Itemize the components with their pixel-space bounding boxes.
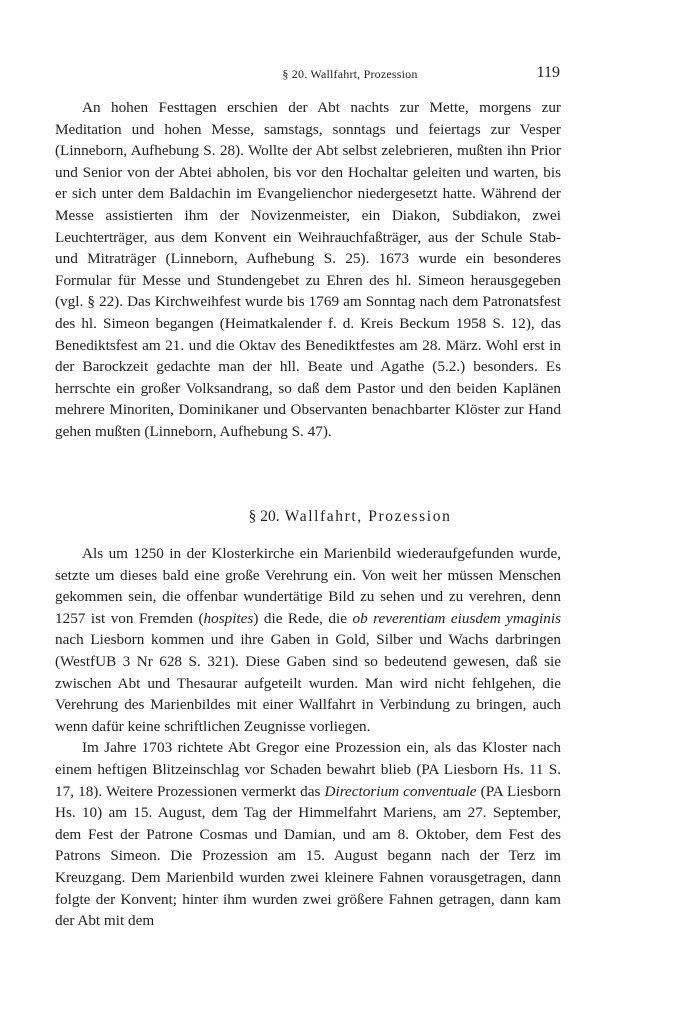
paragraph-marienbild-italic-latin: ob reverentiam eiusdem ymaginis	[352, 609, 561, 627]
section-heading	[0, 508, 700, 526]
section-heading-title: Wallfahrt, Prozession	[284, 508, 452, 525]
paragraph-marienbild-italic-hospites: hospites	[203, 609, 254, 627]
running-title: § 20. Wallfahrt, Prozession	[282, 67, 418, 81]
page-number: 119	[536, 64, 560, 81]
paragraph-marienbild	[55, 543, 561, 737]
paragraph-marienbild-text-2: ) die Rede, die	[253, 609, 353, 627]
paragraph-prozession-italic-directorium: Directorium conventuale	[324, 782, 477, 800]
paragraph-prozession	[55, 737, 561, 931]
text-block-top	[55, 97, 561, 443]
paragraph-festtage: An hohen Festtagen erschien der Abt nachts zur Mette, morgens zur Meditation und hohen Messe, samstags, sonntags und feiertags zur Vesper (Linneborn, Aufhebung S. 28). Wollte der Abt selbst zelebrieren, mußten ihn Prior und Senior von der Abtei abholen, bis vor den Hochaltar geleiten und warten, bis er sich unter dem Baldachin im Evangelienchor niedergesetzt hatte. Während der Messe assistierten ihm der Novizenmeister, ein Diakon, Subdiakon, zwei Leuchterträger, aus dem Konvent ein Weihrauchfaßträger, aus der Schule Stab- und Mitraträger (Linneborn, Aufhebung S. 25). 1673 wurde ein besonderes Formular für Messe und Stundengebet zu Ehren des hl. Simeon herausgegeben (vgl. § 22). Das Kirchweihfest wurde bis 1769 am Sonntag nach dem Patronatsfest des hl. Simeon begangen (Heimatkalender f. d. Kreis Beckum 1958 S. 12), das Benediktsfest am 21. und die Oktav des Benediktfestes am 28. März. Wohl erst in der Barockzeit gedachte man der hll. Beate und Agathe (5.2.) besonders. Es herrschte ein großer Volksandrang, so daß dem Pastor und den beiden Kaplänen mehrere Minoriten, Dominikaner und Observanten benachbarter Klöster zur Hand gehen mußten (Linneborn, Aufhebung S. 47).	[55, 99, 561, 440]
paragraph-marienbild-text-3: nach Liesborn kommen und ihre Gaben in Gold, Silber und Wachs darbringen (WestfUB 3 Nr 628 S. 321). Diese Gaben sind so bedeutend gewesen, daß sie zwischen Abt und Thesaurar aufgeteilt wurden. Man wird nicht fehlgehen, die Verehrung des Marienbildes mit einer Wallfahrt in Verbindung zu bringen, auch wenn dafür keine schriftlichen Zeugnisse vorliegen.	[55, 631, 561, 735]
paragraph-prozession-text-2: (PA Liesborn Hs. 10) am 15. August, dem Tag der Himmelfahrt Mariens, am 27. September, dem Fest der Patrone Cosmas und Damian, und am 8. Oktober, dem Fest des Patrons Simeon. Die Prozession am 15. August begann nach der Terz im Kreuzgang. Dem Marienbild wurden zwei kleinere Fahnen vorausgetragen, dann folgte der Konvent; hinter ihm wurden zwei größere Fahnen getragen, dann kam der Abt mit dem	[55, 782, 561, 930]
text-block-section	[55, 543, 561, 932]
running-head	[0, 64, 700, 84]
section-heading-number: § 20.	[248, 508, 280, 525]
paragraph-prozession-text-1: Im Jahre 1703 richtete Abt Gregor eine Prozession ein, als das Kloster nach einem heftigen Blitzeinschlag vor Schaden bewahrt blieb (PA Liesborn Hs. 11 S. 17, 18). Weitere Prozessionen vermerkt das	[55, 739, 561, 800]
paragraph-marienbild-text-1: Als um 1250 in der Klosterkirche ein Marienbild wiederaufgefunden wurde, setzte um dieses bald eine große Verehrung ein. Von weit her müssen Menschen gekommen sein, die offenbar wundertätige Bild zu sehen und zu verehren, denn 1257 ist von Fremden (	[55, 545, 561, 627]
